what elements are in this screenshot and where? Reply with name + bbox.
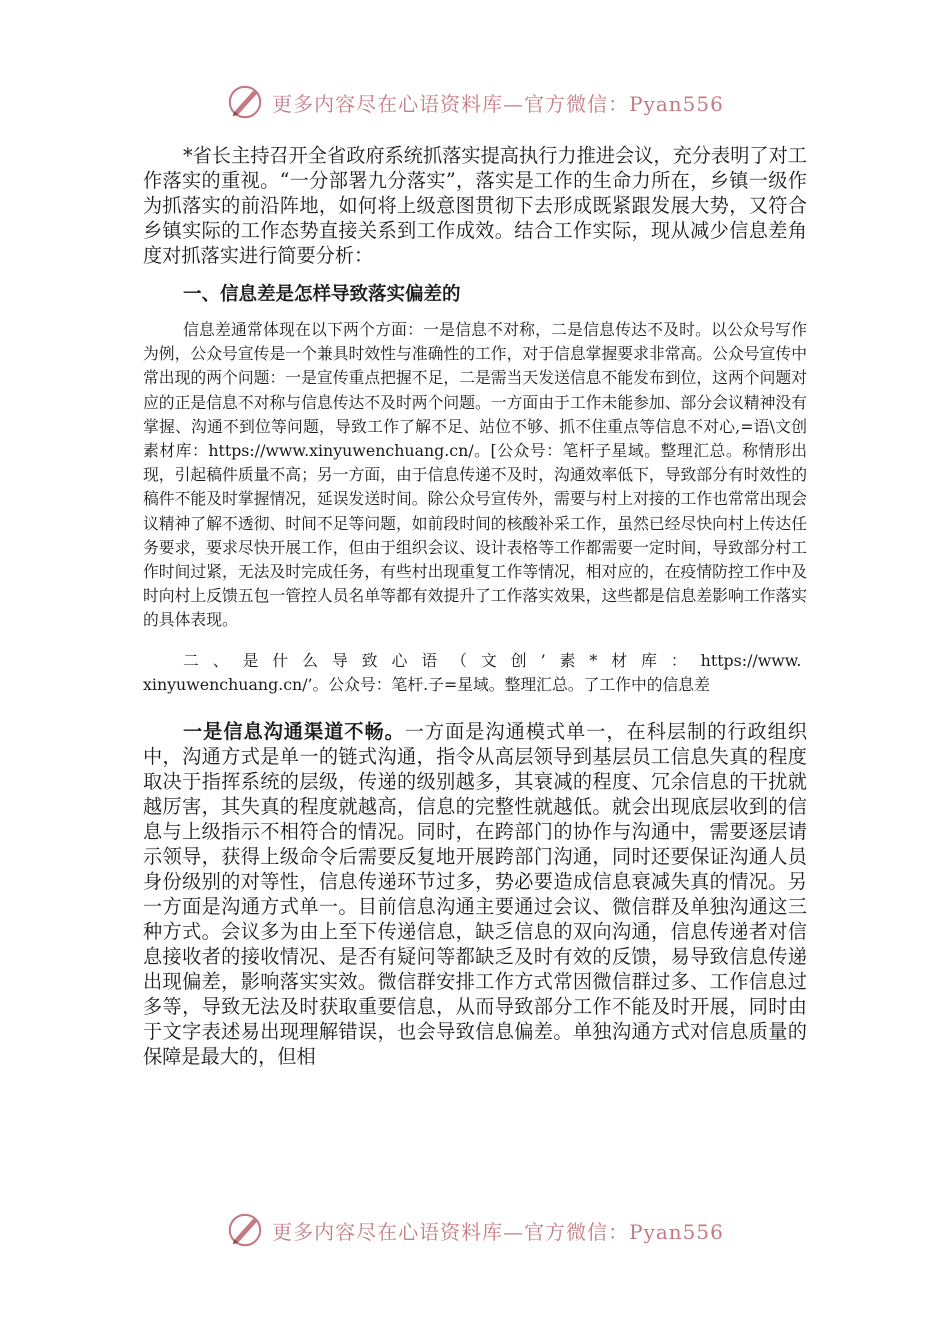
section-1-paragraph: 信息差通常体现在以下两个方面：一是信息不对称，二是信息传达不及时。以公众号写作为例，公众号宣传是一个兼具时效性与准确性的工作，对于信息掌握要求非常高。公众号宣传中常出现的两个问题：一是宣传重点把握不足，二是需当天发送信息不能发布到位，这两个问题对应的正是信息不对称与信息传达不及时两个问题。一方面由于工作未能参加、部分会议精神没有掌握、沟通不到位等问题，导致工作了解不足、站位不够、抓不住重点等信息不对心,=语\文创素材库：https://www.xinyuwenchuang.cn/。[公众号：笔杆子星域。整理汇总。称情形出现，引起稿件质量不高；另一方面，由于信息传递不及时，沟通效率低下，导致部分有时效性的稿件不能及时掌握情况，延误发送时间。除公众号宣传外，需要与村上对接的工作也常常出现会议精神了解不透彻、时间不足等问题，如前段时间的核酸补采工作，虽然已经尽快向村上传达任务要求，要求尽快开展工作，但由于组织会议、设计表格等工作都需要一定时间，导致部分村工作时间过紧，无法及时完成任务，有些村出现重复工作等情况，相对应的，在疫情防控工作中及时向村上反馈五包一管控人员名单等都有效提升了工作落实效果，这些都是信息差影响工作落实的具体表现。	[143, 320, 807, 630]
subsection-1-paragraph	[143, 719, 807, 1069]
section-2-heading-rest: https://www.xinyuwenchuang.cn/’。公众号：笔杆.子=星域。整理汇总。了工作中的信息差	[143, 650, 802, 694]
header-watermark-banner	[0, 80, 950, 124]
document-body	[143, 143, 807, 1069]
section-1-heading: 一、信息差是怎样导致落实偏差的	[183, 284, 461, 305]
pen-logo-icon	[226, 83, 264, 121]
watermark-text: 更多内容尽在心语资料库—官方微信：Pyan556	[272, 91, 724, 116]
section-2-heading	[143, 649, 807, 697]
section-2-heading-spaced: 二、是什么导致心语（文创’素*材库：	[183, 650, 701, 670]
subsection-1-body: 一方面是沟通模式单一，在科层制的行政组织中，沟通方式是单一的链式沟通，指令从高层领导到基层员工信息失真的程度取决于指挥系统的层级，传递的级别越多，其衰减的程度、冗余信息的干扰就越厉害，其失真的程度就越高，信息的完整性就越低。就会出现底层收到的信息与上级指示不相符合的情况。同时，在跨部门的协作与沟通中，需要逐层请示领导，获得上级命令后需要反复地开展跨部门沟通，同时还要保证沟通人员身份级别的对等性，信息传递环节过多，势必要造成信息衰减失真的情况。另一方面是沟通方式单一。目前信息沟通主要通过会议、微信群及单独沟通这三种方式。会议多为由上至下传递信息，缺乏信息的双向沟通，信息传递者对信息接收者的接收情况、是否有疑问等都缺乏及时有效的反馈，易导致信息传递出现偏差，影响落实实效。微信群安排工作方式常因微信群过多、工作信息过多等，导致无法及时获取重要信息，从而导致部分工作不能及时开展，同时由于文字表述易出现理解错误，也会导致信息偏差。单独沟通方式对信息质量的保障是最大的，但相	[143, 720, 808, 1069]
intro-paragraph: *省长主持召开全省政府系统抓落实提高执行力推进会议，充分表明了对工作落实的重视。“一分部署九分落实”，落实是工作的生命力所在，乡镇一级作为抓落实的前沿阵地，如何将上级意图贯彻下去形成既紧跟发展大势，又符合乡镇实际的工作态势直接关系到工作成效。结合工作实际，现从减少信息差角度对抓落实进行简要分析：	[143, 144, 807, 267]
footer-watermark-banner	[0, 1208, 950, 1252]
subsection-1-lead: 一是信息沟通渠道不畅。	[183, 720, 405, 744]
pen-logo-icon	[226, 1211, 264, 1249]
watermark-text: 更多内容尽在心语资料库—官方微信：Pyan556	[272, 1219, 724, 1244]
